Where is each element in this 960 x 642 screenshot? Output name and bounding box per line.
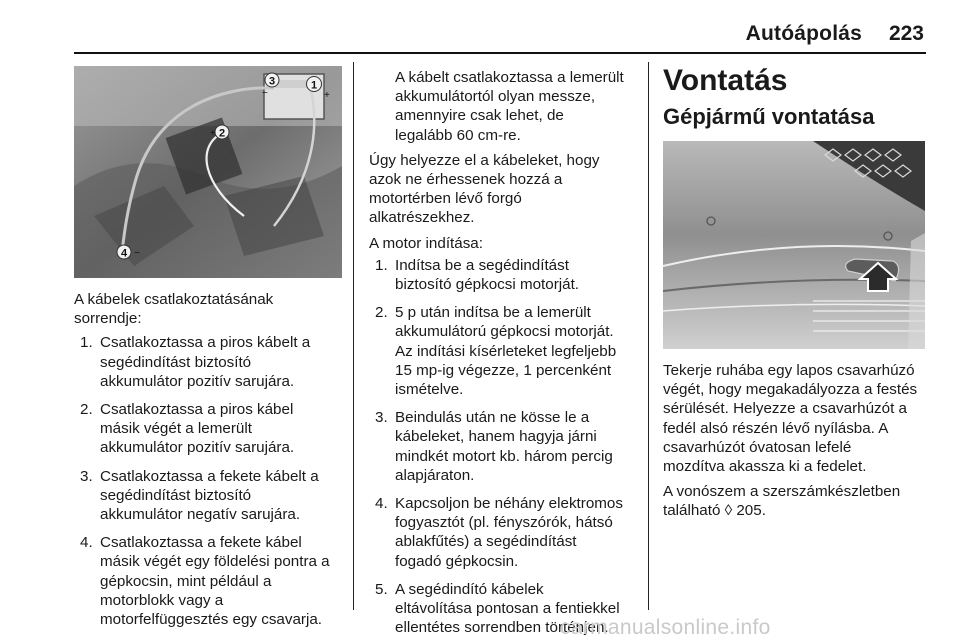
list-item-text: ablakfűtés) a segédindítást: [395, 533, 577, 551]
list-item-text: akkumulátorú gépkocsi motorját.: [395, 323, 614, 341]
left-column: [74, 290, 346, 629]
paragraph-line: mozdítva akassza ki a fedelet.: [663, 458, 867, 476]
list-item: [369, 303, 641, 399]
list-item-text: ismételve.: [395, 381, 464, 399]
paragraph-line: alkatrészekhez.: [369, 209, 475, 227]
list-item: [369, 408, 641, 485]
towing-eye-cover-figure: [663, 141, 925, 349]
column-divider-left: [353, 62, 354, 610]
list-item-text: Kapcsoljon be néhány elektromos: [395, 495, 623, 513]
list-item-text: eltávolítása pontosan a fentiekkel: [395, 600, 620, 618]
engine-start-heading: A motor indítása:: [369, 234, 483, 252]
page-reference-link[interactable]: található ◊ 205.: [663, 502, 766, 520]
towing-instructions: [663, 361, 933, 476]
list-item-number: 2.: [375, 304, 388, 322]
figure-label-1: 1: [310, 79, 318, 92]
list-item-text: Csatlakoztassa a piros kábel: [100, 401, 294, 419]
jump-start-figure: [74, 66, 342, 278]
list-item-text: Csatlakoztassa a fekete kábel: [100, 534, 302, 552]
list-item-text: akkumulátor pozitív sarujára.: [100, 372, 295, 390]
watermark: carmanualsonline.info: [560, 616, 771, 639]
list-item-number: 2.: [80, 401, 93, 419]
list-item-text: Az indítási kísérleteket legfeljebb: [395, 342, 617, 360]
paragraph-line: végét, hogy megakadályozza a festés: [663, 381, 918, 399]
section-heading: Vontatás: [663, 64, 788, 97]
intro-line-1: A kábelek csatlakoztatásának: [74, 291, 274, 308]
list-item-text: másik végét egy földelési pontra a: [100, 553, 330, 571]
list-item-number: 3.: [80, 467, 93, 485]
list-item-text: motorfelfüggesztés egy csavarja.: [100, 611, 323, 629]
column-divider-right: [648, 62, 649, 610]
list-item-text: Beindulás után ne kösse le a: [395, 409, 590, 427]
list-item-text: fogadó gépkocsin.: [395, 552, 519, 570]
figure-label-4: 4: [120, 247, 128, 260]
list-item-text: akkumulátor negatív sarujára.: [100, 506, 301, 524]
paragraph-line: fedél alsó részén lévő nyílásba. A: [663, 419, 889, 437]
list-item-text: alapjáraton.: [395, 466, 475, 484]
list-item-text: Indítsa be a segédindítást: [395, 256, 569, 274]
page-number: 223: [888, 22, 924, 45]
right-column-text: [663, 361, 933, 521]
paragraph-line: csavarhúzót óvatosan lefelé: [663, 438, 852, 456]
plus-sign-icon: +: [324, 90, 330, 101]
plus-sign-icon: +: [210, 128, 216, 139]
paragraph-line: sérülését. Helyezze a csavarhúzót a: [663, 400, 907, 418]
list-item: [369, 256, 641, 294]
list-item-text: akkumulátor pozitív sarujára.: [100, 439, 295, 457]
list-item-text: másik végét a lemerült: [100, 420, 252, 438]
list-item: [74, 533, 346, 629]
minus-sign-icon: −: [262, 88, 268, 99]
list-item: [74, 333, 346, 391]
list-item-number: 3.: [375, 409, 388, 427]
engine-bay-illustration: [74, 66, 342, 278]
paragraph-line: A vonószem a szerszámkészletben: [663, 483, 901, 501]
list-item-text: kábeleket, hanem hagyja járni: [395, 428, 597, 446]
placement-paragraph: [369, 151, 641, 228]
list-item-number: 1.: [80, 334, 93, 352]
list-item-number: 5.: [375, 580, 388, 598]
list-item-text: segédindítást biztosító: [100, 353, 252, 371]
list-item-text: Csatlakoztassa a piros kábelt a: [100, 334, 311, 352]
paragraph-line: Úgy helyezze el a kábeleket, hogy: [369, 151, 600, 169]
list-item-text: gépkocsin, mint például a: [100, 572, 272, 590]
list-item: [74, 467, 346, 525]
figure-label-2: 2: [218, 127, 226, 140]
list-item-text: fogyasztót (pl. fényszórók, hátsó: [395, 514, 613, 532]
list-item-text: motorblokk vagy a: [100, 591, 224, 609]
list-item-number: 4.: [375, 495, 388, 513]
subsection-heading: Gépjármű vontatása: [663, 104, 875, 129]
bumper-illustration: [663, 141, 925, 349]
list-item-text: 5 p után indítsa be a lemerült: [395, 304, 591, 322]
paragraph-line: azok ne érhessenek hozzá a: [369, 171, 563, 189]
list-item-text: segédindítást biztosító: [100, 486, 252, 504]
header-rule: [74, 52, 926, 54]
continuation-block: [369, 68, 641, 145]
list-item-text: biztosító gépkocsi motorját.: [395, 276, 580, 294]
list-item-text: Csatlakoztassa a fekete kábelt a: [100, 467, 319, 485]
towing-eye-reference: [663, 482, 933, 520]
paragraph-line: Tekerje ruhába egy lapos csavarhúzó: [663, 362, 915, 379]
middle-column: [369, 68, 641, 637]
list-item: [74, 400, 346, 458]
list-item-text: A segédindító kábelek: [395, 580, 544, 598]
figure-label-3: 3: [268, 75, 276, 88]
continuation-line: akkumulátortól olyan messze,: [395, 88, 596, 106]
list-item-text: mindkét motort kb. három percig: [395, 447, 613, 465]
minus-sign-icon: −: [134, 248, 140, 259]
paragraph-line: motortérben lévő forgó: [369, 190, 522, 208]
list-item-number: 1.: [375, 256, 388, 274]
list-item-text: ellentétes sorrendben történjen.: [395, 619, 609, 637]
list-item-text: 15 mp-ig végezze, 1 percenként: [395, 361, 612, 379]
intro-line-2: sorrendje:: [74, 310, 142, 328]
list-item-number: 4.: [80, 534, 93, 552]
continuation-line: amennyire csak lehet, de: [395, 107, 564, 125]
page-header-title: Autóápolás: [745, 22, 862, 45]
list-item: [369, 494, 641, 571]
continuation-line: A kábelt csatlakoztassa a lemerült: [395, 69, 624, 86]
continuation-line: legalább 60 cm-re.: [395, 126, 521, 144]
